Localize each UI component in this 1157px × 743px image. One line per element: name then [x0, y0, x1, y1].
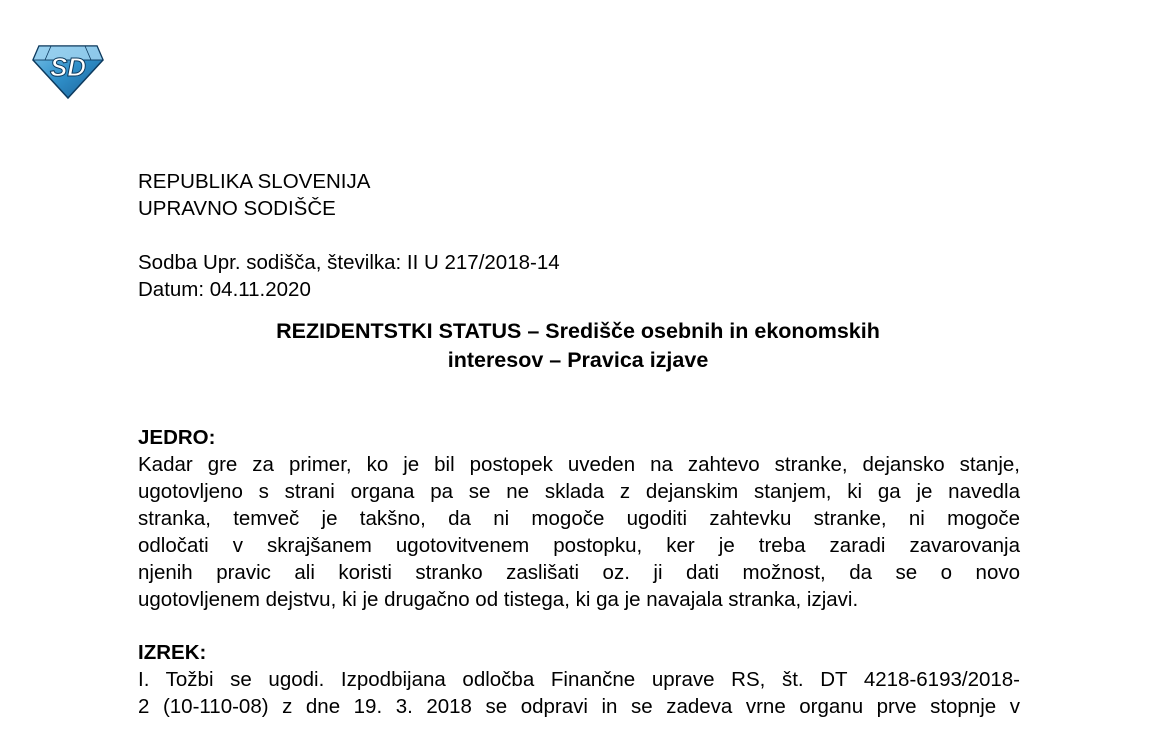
jedro-line: stranka, temveč je takšno, da ni mogoče ugoditi zahtevku stranke, ni mogoče — [138, 507, 1020, 530]
izrek-line: 2 (10-110-08) z dne 19. 3. 2018 se odpravi in se zadeva vrne organu prve stopnje v — [138, 695, 1020, 718]
jedro-line: Kadar gre za primer, ko je bil postopek uveden na zahtevo stranke, dejansko stanje, — [138, 453, 1020, 476]
logo-letters: SD — [49, 52, 87, 82]
court-name: UPRAVNO SODIŠČE — [138, 197, 336, 220]
jedro-line: odločati v skrajšanem ugotovitvenem postopku, ker je treba zaradi zavarovanja — [138, 534, 1020, 557]
jedro-line: njenih pravic ali koristi stranko zaslišati oz. ji dati možnost, da se o novo — [138, 561, 1020, 584]
court-logo — [31, 40, 105, 100]
jedro-heading: JEDRO: — [138, 426, 216, 449]
document-title — [136, 317, 1020, 375]
jedro-paragraph — [138, 451, 1020, 613]
case-date: Datum: 04.11.2020 — [138, 278, 311, 301]
izrek-heading: IZREK: — [138, 641, 207, 664]
jedro-line: ugotovljeno s strani organa pa se ne sklada z dejanskim stanjem, ki ga je navedla — [138, 480, 1020, 503]
diamond-logo-icon — [31, 40, 105, 100]
izrek-line: I. Tožbi se ugodi. Izpodbijana odločba Finančne uprave RS, št. DT 4218-6193/2018- — [138, 668, 1020, 691]
izrek-section — [138, 639, 1020, 720]
republic-name: REPUBLIKA SLOVENIJA — [138, 170, 371, 193]
izrek-paragraph — [138, 666, 1020, 720]
document-body — [138, 168, 1020, 720]
case-number: Sodba Upr. sodišča, številka: II U 217/2018-14 — [138, 251, 560, 274]
jedro-section — [138, 424, 1020, 613]
title-line-1: REZIDENTSTKI STATUS – Središče osebnih in ekonomskih — [276, 319, 880, 343]
title-line-2: interesov – Pravica izjave — [447, 348, 709, 372]
jedro-line: ugotovljenem dejstvu, ki je drugačno od tistega, ki ga je navajala stranka, izjavi. — [138, 588, 859, 611]
